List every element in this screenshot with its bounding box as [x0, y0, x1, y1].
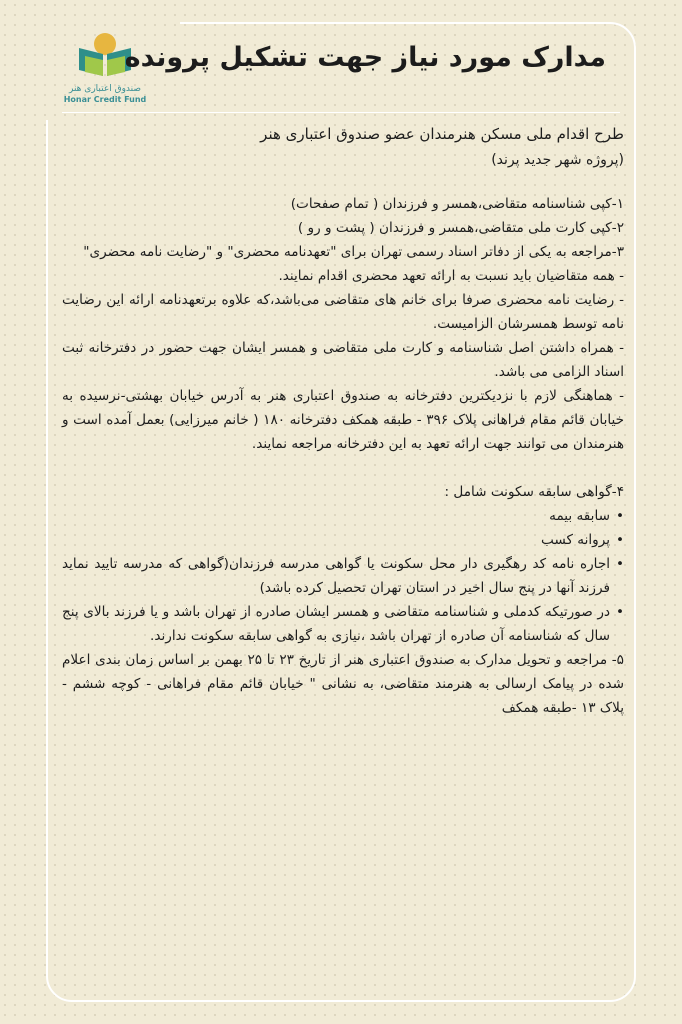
- item-4: ۴-گواهی سابقه سکونت شامل :: [444, 484, 624, 500]
- list-item: • پروانه کسب: [62, 528, 624, 552]
- item-3: ۳-مراجعه به یکی از دفاتر اسناد رسمی تهران برای "تعهدنامه محضری" و "رضایت نامه محضری": [83, 244, 624, 260]
- title-divider: [62, 112, 620, 113]
- note-1: - همه متقاضیان باید نسبت به ارائه تعهد محضری اقدام نمایند.: [278, 268, 624, 284]
- intro-subheading: (پروژه شهر جدید پرند): [491, 152, 624, 168]
- residence-proof-list: [62, 504, 624, 648]
- list-item: • سابقه بیمه: [62, 504, 624, 528]
- note-4: - هماهنگی لازم با نزدیکترین دفترخانه به صندوق اعتباری هنر به آدرس خیابان بهشتی-نرسیده به خیابان قائم مقام فراهانی پلاک ۳۹۶ - طبقه همکف دفترخانه ۱۸۰ ( خانم میرزایی) بعمل آمده است و هنرمندان می توانند جهت ارائه تعهد به این دفترخانه مراجعه نمایند.: [62, 388, 624, 452]
- note-2: - رضایت نامه محضری صرفا برای خانم های متقاضی می‌باشد،که علاوه برتعهدنامه ارائه این رضایت نامه توسط همسرشان الزامیست.: [62, 292, 624, 332]
- list-item: • در صورتیکه کدملی و شناسنامه متقاضی و همسر ایشان صادره از تهران باشد و یا فرزند بالای پنج سال که شناسنامه آن صادره از تهران باشد ،نیازی به گواهی سابقه سکونت ندارند.: [62, 600, 624, 648]
- logo-name-en: Honar Credit Fund: [63, 95, 147, 104]
- item-2: ۲-کپی کارت ملی متقاضی،همسر و فرزندان ( پشت و رو ): [297, 220, 624, 236]
- document-body: [62, 120, 624, 720]
- note-3: - همراه داشتن اصل شناسنامه و کارت ملی متقاضی و همسر ایشان جهت حضور در دفترخانه ثبت اسناد الزامی می باشد.: [62, 340, 624, 380]
- logo-name-fa: صندوق اعتباری هنر: [69, 84, 141, 94]
- item-5: ۵- مراجعه و تحویل مدارک به صندوق اعتباری هنر از تاریخ ۲۳ تا ۲۵ بهمن بر اساس زمان بندی اعلام شده در پیامک ارسالی به هنرمند متقاضی، به نشانی " خیابان قائم مقام فراهانی - کوچه ششم - پلاک ۱۳ -طبقه همکف: [62, 652, 624, 716]
- page-title: مدارک مورد نیاز جهت تشکیل پرونده: [124, 42, 606, 73]
- intro-heading: طرح اقدام ملی مسکن هنرمندان عضو صندوق اعتباری هنر: [260, 125, 624, 143]
- item-1: ۱-کپی شناسنامه متقاضی،همسر و فرزندان ( تمام صفحات): [290, 196, 624, 212]
- list-item: • اجاره نامه کد رهگیری دار محل سکونت یا گواهی مدرسه فرزندان(گواهی که مدرسه تایید نماید فرزند آنها در پنج سال اخیر در استان تهران تحصیل کرده باشد): [62, 552, 624, 600]
